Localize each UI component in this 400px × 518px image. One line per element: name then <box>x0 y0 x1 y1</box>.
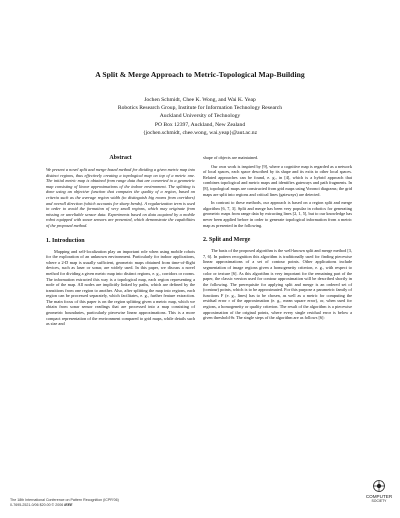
section-heading-introduction: 1. Introduction <box>46 237 85 244</box>
computer-society-logo <box>362 480 396 512</box>
affiliation-line-1: Robotics Research Group, Institute for Information Technology Research <box>117 105 283 112</box>
abstract-heading: Abstract <box>109 155 132 161</box>
affiliation-line-3: PO Box 12397, Auckland, New Zealand <box>154 121 246 128</box>
footer-copyright <box>10 503 119 508</box>
logo-line-1: COMPUTER <box>365 494 393 499</box>
computer-society-icon <box>373 480 385 492</box>
abstract-text: We present a novel split and merge based method for dividing a given metric map into distinct regions, thus effectively creating a topological map on top of a metric one. The initial metric map is obtained from range data that are converted to a geometric map consisting of linear approximations of the indoor environment. The splitting is done using an objective function that computes the quality of a region, based on criteria such as the average region width (to distinguish big rooms from corridors) and overall direction (which accounts for sharp bends). A regularization term is used in order to avoid the formation of very small regions, which may originate from missing or unreliable sensor data. Experiments based on data acquired by a mobile robot equipped with sonar sensors are presented, which demonstrate the capabilities of the proposed method. <box>46 167 195 228</box>
footer-isbn-price: 0-7695-2521-0/06 $20.00 © 2006 <box>10 502 64 507</box>
introduction-continuation: shape of objects are maintained. <box>203 155 259 160</box>
conference-footer <box>10 498 119 507</box>
section-heading-split-merge: 2. Split and Merge <box>203 237 251 244</box>
author-names: Jochen Schmidt, Chee K. Wong, and Wai K. Yeap <box>144 97 256 103</box>
paper-title: A Split & Merge Approach to Metric-Topological Map-Building <box>95 70 305 79</box>
author-emails: {jochen.schmidt, chee.wong, wai.yeap}@aut.ac.nz <box>142 129 258 136</box>
ieee-logo-text: IEEE <box>64 502 73 507</box>
contrast-paragraph: In contrast to these methods, our approach is based on a region split and merge algorithm [6, 7, 3]. Split and merge has been very popular in robotics for generating geometric maps from range data by extracting lines [2, 1, 5], but to our knowledge has never been applied before in order to generate topological information from a metric map as presented in the following. <box>203 200 352 228</box>
logo-line-2: SOCIETY <box>371 499 387 503</box>
footer-conference: The 18th International Conference on Pattern Recognition (ICPR'06) <box>10 498 119 502</box>
left-column <box>46 155 195 327</box>
author-block <box>0 96 400 137</box>
split-merge-paragraph: The basis of the proposed algorithm is the well-known split and merge method [3, 7, 6]. In pattern recognition this algorithm is traditionally used for finding piecewise linear approximations of a set of contour points. Other applications include segmentation of image regions given a homogeneity criterion, e. g., with respect to color or texture [6]. As this algorithm is very important for the remaining part of the paper, the classic version used for contour approximation will be described shortly in the following. The prerequisite for applying split and merge is an ordered set of (contour) points, which is to be approximated. For this purpose a parametric family of functions F (e. g., lines) has to be chosen, as well as a metric for computing the residual error r of the approximation (e. g., mean square error), or, when used for regions, a homogeneity or quality criterion. The result of the algorithm is a piecewise approximation of the original points, where every single residual error is below a given threshold θr. The single steps of the algorithm are as follows [6]: <box>203 248 352 321</box>
introduction-paragraph: Mapping and self-localization play an important role when using mobile robots for the exploration of an unknown environment. Particularly for indoor applications, where a 2-D map is usually sufficient, geometric maps obtained from time-of-flight devices, such as laser or sonar, are widely used. In this paper, we discuss a novel method for dividing a given metric map into distinct regions, e. g., corridors or rooms. The information extracted this way is a topological map, each region representing a node of the map. All nodes are implicitly linked by paths, which are defined by the transitions from one region to another. Also, after splitting the map into regions, each region can be processed separately, which facilitates, e. g., further feature extraction. The main focus of this paper is on the region splitting given a metric map, which we obtain from sonar sensor readings that are processed into a map consisting of geometric boundaries, particularly piecewise linear approximations. This is a more compact representation of the environment compared to grid maps, while details such as size and <box>46 248 195 327</box>
related-work-paragraph: Our own work is inspired by [9], where a cognitive map is regarded as a network of local spaces, each space described by its shape and its exits to other local spaces. Related approaches can be found, e. g., in [4], which is a hybrid approach that combines topological and metric maps and identifies gateways and path fragments. In [8], topological maps are constructed from grid maps using Voronoi diagrams; the grid maps are split into regions and critical lines (gateways) are detected. <box>203 163 352 197</box>
affiliation-line-2: Auckland University of Technology <box>159 113 241 120</box>
computer-society-label <box>362 494 396 504</box>
right-column <box>203 155 352 321</box>
